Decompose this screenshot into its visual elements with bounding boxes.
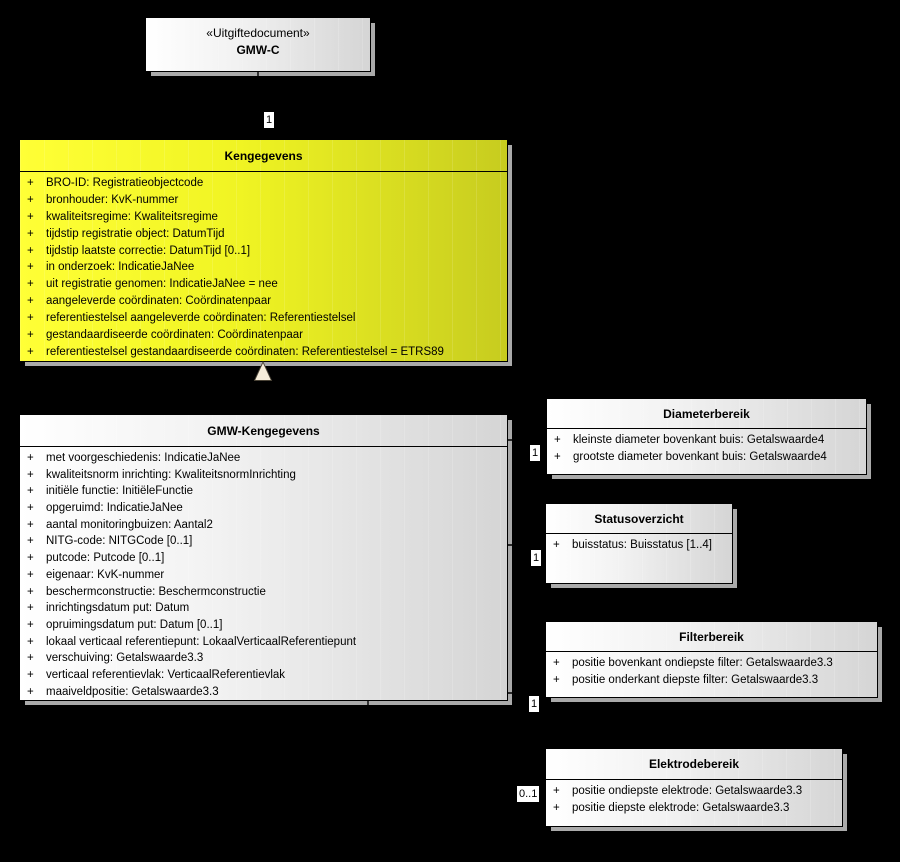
- attribute-list: [20, 172, 507, 361]
- attribute-visibility: +: [27, 652, 34, 665]
- attribute-visibility: +: [27, 261, 34, 274]
- attribute-text: met voorgeschiedenis: IndicatieJaNee: [46, 452, 241, 464]
- multiplicity-label: 1: [532, 447, 539, 459]
- attribute-visibility: +: [27, 485, 34, 498]
- attribute-row: [547, 432, 866, 449]
- multiplicity-label: 0..1: [519, 788, 538, 800]
- attribute-text: in onderzoek: IndicatieJaNee: [46, 261, 195, 274]
- attribute-visibility: +: [27, 552, 34, 565]
- attribute-visibility: +: [27, 244, 34, 257]
- attribute-row: [20, 584, 507, 601]
- attribute-visibility: +: [27, 668, 34, 681]
- class-statusoverzicht[interactable]: [545, 503, 733, 584]
- attribute-text: gestandaardiseerde coördinaten: Coördinatenpaar: [46, 329, 304, 342]
- attribute-list: [20, 447, 507, 700]
- attribute-visibility: +: [27, 278, 34, 291]
- attribute-visibility: +: [27, 193, 34, 206]
- attribute-visibility: +: [27, 210, 34, 223]
- class-name: Diameterbereik: [547, 399, 866, 429]
- attribute-row: [20, 209, 507, 226]
- attribute-visibility: +: [27, 635, 34, 648]
- attribute-row: [20, 483, 507, 500]
- multiplicity-label: 1: [266, 114, 273, 126]
- attribute-row: [20, 650, 507, 667]
- attribute-text: tijdstip registratie object: DatumTijd: [46, 227, 225, 240]
- attribute-row: [20, 293, 507, 310]
- class-name: Elektrodebereik: [546, 749, 842, 780]
- attribute-text: inrichtingsdatum put: Datum: [46, 602, 190, 615]
- attribute-visibility: +: [27, 585, 34, 598]
- attribute-row: [20, 276, 507, 293]
- attribute-row: [20, 310, 507, 327]
- attribute-text: positie diepste elektrode: Getalswaarde3.3: [572, 802, 790, 814]
- class-diameterbereik[interactable]: [546, 398, 867, 475]
- attribute-text: positie ondiepste elektrode: Getalswaarde3.3: [572, 785, 803, 797]
- attribute-row: [20, 226, 507, 243]
- attribute-visibility: +: [554, 434, 561, 446]
- class-gmw-c[interactable]: [145, 17, 371, 72]
- attribute-text: aangeleverde coördinaten: Coördinatenpaar: [46, 295, 272, 308]
- attribute-text: NITG-code: NITGCode [0..1]: [46, 535, 193, 548]
- multiplicity-label: 1: [533, 552, 540, 564]
- attribute-visibility: +: [553, 657, 560, 669]
- class-header: [146, 18, 370, 57]
- attribute-visibility: +: [27, 535, 34, 548]
- class-name: Filterbereik: [546, 622, 877, 652]
- attribute-visibility: +: [553, 802, 560, 814]
- attribute-visibility: +: [27, 329, 34, 342]
- attribute-list: [546, 534, 732, 554]
- attribute-visibility: +: [27, 468, 34, 481]
- attribute-visibility: +: [27, 602, 34, 615]
- attribute-text: referentiestelsel aangeleverde coördinaten: Referentiestelsel: [46, 312, 356, 325]
- attribute-visibility: +: [553, 785, 560, 797]
- attribute-row: [20, 617, 507, 634]
- attribute-visibility: +: [553, 674, 560, 686]
- attribute-row: [20, 259, 507, 276]
- attribute-text: aantal monitoringbuizen: Aantal2: [46, 518, 213, 531]
- attribute-text: lokaal verticaal referentiepunt: LokaalVerticaalReferentiepunt: [46, 635, 357, 648]
- attribute-text: grootste diameter bovenkant buis: Getalswaarde4: [573, 451, 827, 463]
- attribute-text: verticaal referentievlak: VerticaalReferentievlak: [46, 668, 286, 681]
- attribute-text: kleinste diameter bovenkant buis: Getalswaarde4: [573, 434, 825, 446]
- attribute-visibility: +: [27, 568, 34, 581]
- class-gmw-kengegevens[interactable]: [19, 414, 508, 701]
- attribute-text: uit registratie genomen: IndicatieJaNee = nee: [46, 278, 278, 291]
- attribute-row: [546, 672, 877, 689]
- attribute-row: [547, 449, 866, 466]
- attribute-visibility: +: [27, 518, 34, 531]
- attribute-text: kwaliteitsnorm inrichting: KwaliteitsnormInrichting: [46, 468, 296, 481]
- attribute-row: [20, 327, 507, 344]
- attribute-list: [546, 780, 842, 817]
- attribute-text: beschermconstructie: Beschermconstructie: [46, 585, 266, 598]
- class-kengegevens[interactable]: [19, 139, 508, 362]
- attribute-row: [546, 537, 732, 554]
- attribute-row: [20, 344, 507, 361]
- attribute-visibility: +: [27, 345, 34, 358]
- attribute-text: maaiveldpositie: Getalswaarde3.3: [46, 685, 219, 698]
- attribute-list: [547, 429, 866, 466]
- attribute-row: [20, 192, 507, 209]
- attribute-row: [20, 467, 507, 484]
- attribute-text: positie bovenkant ondiepste filter: Getalswaarde3.3: [572, 657, 833, 669]
- attribute-text: BRO-ID: Registratieobjectcode: [46, 177, 204, 189]
- attribute-row: [20, 175, 507, 192]
- attribute-visibility: +: [554, 451, 561, 463]
- attribute-text: opruimingsdatum put: Datum [0..1]: [46, 618, 223, 631]
- attribute-row: [20, 634, 507, 651]
- class-name: GMW-Kengegevens: [20, 415, 507, 447]
- attribute-text: referentiestelsel gestandaardiseerde coördinaten: Referentiestelsel = ETRS89: [46, 345, 444, 358]
- attribute-visibility: +: [27, 295, 34, 308]
- attribute-row: [20, 550, 507, 567]
- attribute-text: kwaliteitsregime: Kwaliteitsregime: [46, 210, 218, 223]
- class-name: GMW-C: [236, 43, 280, 57]
- attribute-list: [546, 652, 877, 689]
- attribute-row: [20, 243, 507, 260]
- attribute-text: verschuiving: Getalswaarde3.3: [46, 652, 204, 665]
- attribute-text: opgeruimd: IndicatieJaNee: [46, 502, 183, 515]
- attribute-visibility: +: [27, 502, 34, 515]
- attribute-visibility: +: [27, 177, 34, 189]
- attribute-visibility: +: [27, 312, 34, 325]
- attribute-row: [20, 450, 507, 467]
- attribute-visibility: +: [27, 685, 34, 698]
- attribute-text: putcode: Putcode [0..1]: [46, 552, 165, 565]
- generalization-arrowhead-icon: [255, 362, 272, 381]
- attribute-row: [20, 533, 507, 550]
- class-name: Statusoverzicht: [546, 504, 732, 534]
- class-elektrodebereik[interactable]: [545, 748, 843, 827]
- attribute-row: [546, 783, 842, 800]
- multiplicity-label: 1: [531, 698, 538, 710]
- attribute-row: [546, 655, 877, 672]
- attribute-row: [20, 600, 507, 617]
- attribute-row: [20, 684, 507, 701]
- association-line-elektrodebereik: [368, 701, 545, 793]
- attribute-text: buisstatus: Buisstatus [1..4]: [572, 539, 712, 551]
- class-filterbereik[interactable]: [545, 621, 878, 698]
- class-name: Kengegevens: [20, 140, 507, 172]
- attribute-row: [20, 567, 507, 584]
- attribute-row: [546, 800, 842, 817]
- attribute-row: [20, 667, 507, 684]
- attribute-text: tijdstip laatste correctie: DatumTijd [0..1]: [46, 244, 251, 257]
- attribute-text: positie onderkant diepste filter: Getalswaarde3.3: [572, 674, 819, 686]
- attribute-visibility: +: [27, 227, 34, 240]
- attribute-text: initiële functie: InitiëleFunctie: [46, 485, 194, 498]
- stereotype-label: «Uitgiftedocument»: [206, 26, 310, 40]
- attribute-visibility: +: [27, 618, 34, 631]
- attribute-text: bronhouder: KvK-nummer: [46, 193, 179, 206]
- attribute-visibility: +: [27, 452, 34, 464]
- attribute-text: eigenaar: KvK-nummer: [46, 568, 165, 581]
- attribute-row: [20, 500, 507, 517]
- attribute-row: [20, 517, 507, 534]
- attribute-visibility: +: [553, 539, 560, 551]
